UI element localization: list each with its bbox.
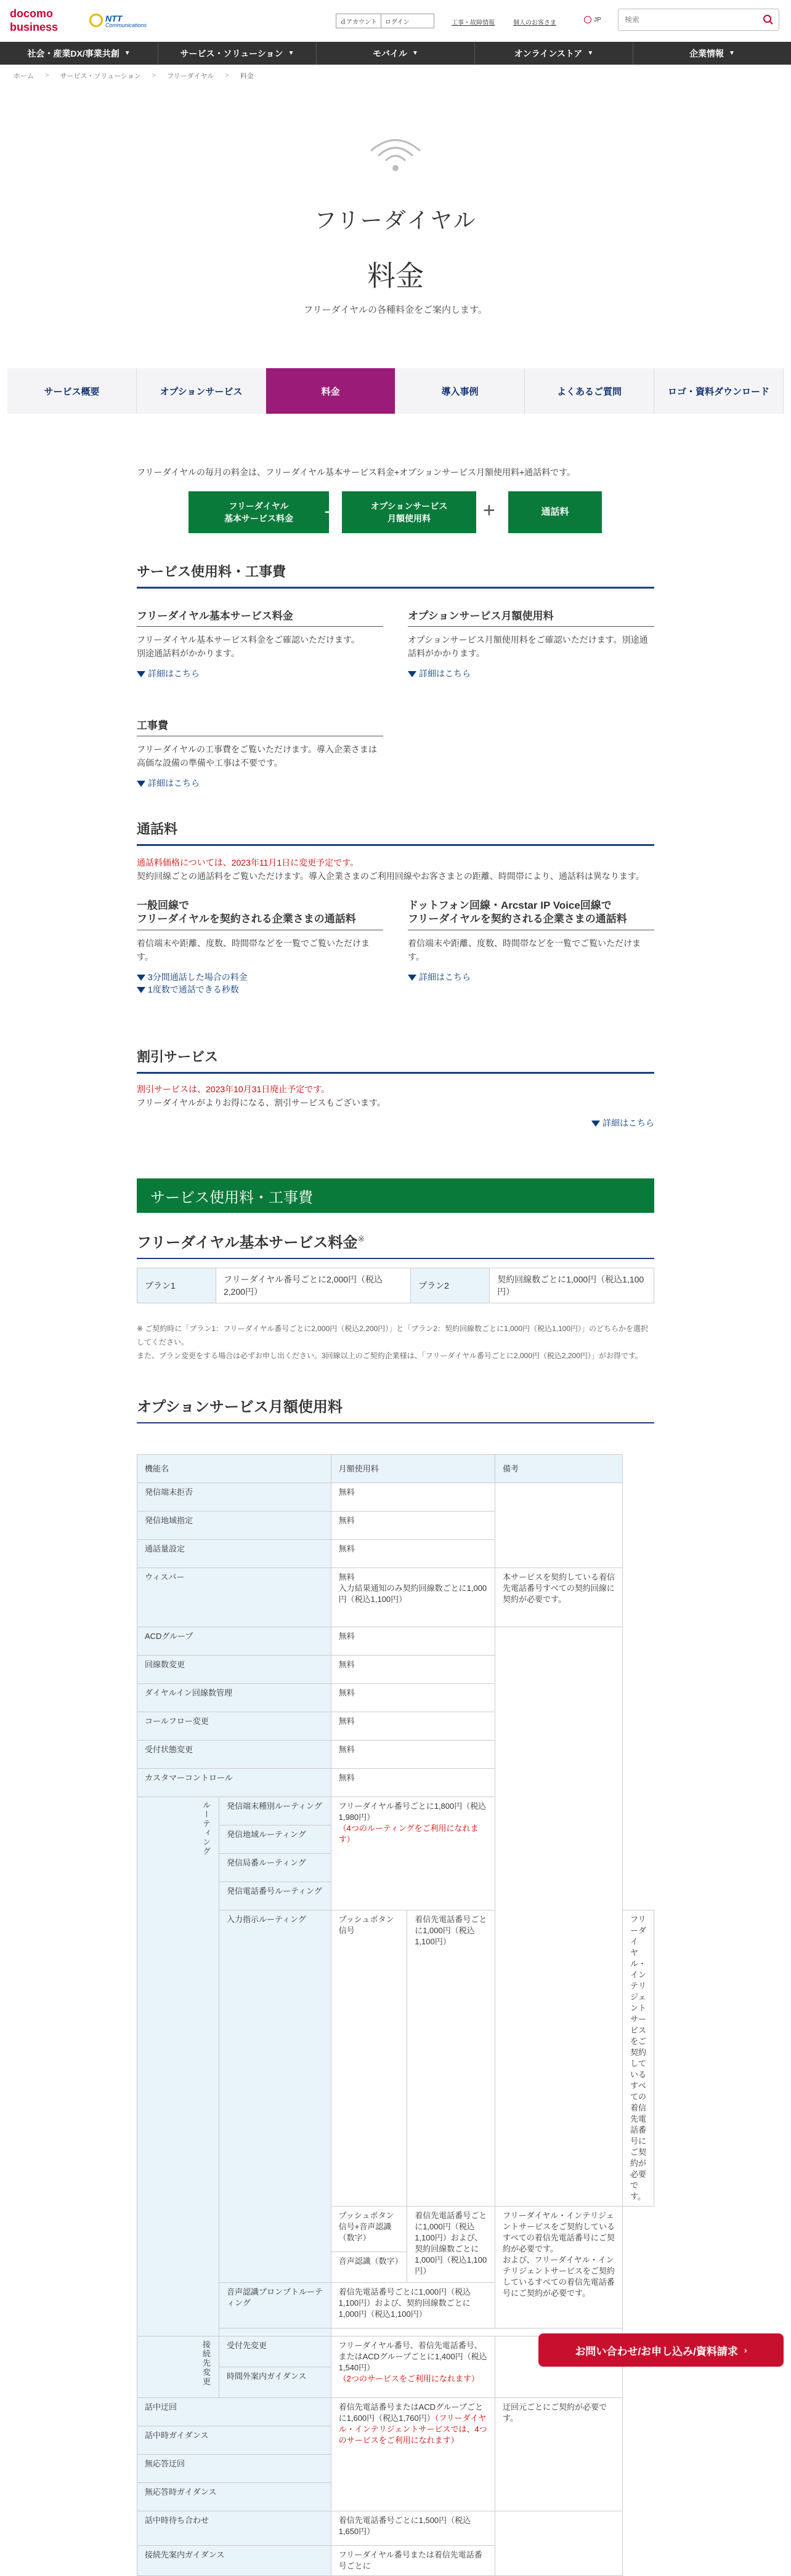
discount-notice: 割引サービスは、2023年10月31日廃止予定です。 bbox=[137, 1084, 330, 1094]
col-header-fee: 月額使用料 bbox=[331, 1455, 495, 1483]
feature-name: ウィスパー bbox=[137, 1568, 331, 1627]
note-value: フリーダイヤル・インテリジェントサービスをご契約しているすべての着信先電話番号にご契約が必要です。 および、フリーダイヤル・インテリジェントサービスをご契約しているすべての着信先電話番号にご契約が必要です。 bbox=[495, 2207, 623, 2328]
connect-group-label: 接続先変更 bbox=[137, 2337, 219, 2398]
triangle-down-icon bbox=[137, 671, 145, 677]
construction-info-link[interactable]: 工事・故障情報 bbox=[452, 20, 495, 26]
input-type: プッシュボタン信号 bbox=[331, 1910, 407, 2207]
link-label: 詳細はこちら bbox=[148, 778, 200, 788]
gnav-label: モバイル bbox=[373, 48, 408, 58]
feature-name: 無応答迂回 bbox=[137, 2455, 331, 2483]
note-value: フリーダイヤル・インテリジェントサービスをご契約しているすべての着信先電話番号にご契約が必要です。 bbox=[623, 1910, 654, 2207]
connect-fee: フリーダイヤル番号、着信先電話番号、またはACDグループごとに1,400円（税込1,540円） bbox=[338, 2341, 487, 2372]
globe-icon bbox=[584, 16, 591, 23]
search-input[interactable] bbox=[619, 9, 748, 30]
fee-value: 無料 bbox=[331, 1656, 495, 1684]
col-header-note: 備考 bbox=[495, 1455, 623, 1483]
contact-cta-button[interactable] bbox=[538, 2333, 784, 2367]
breadcrumb-freedial[interactable]: フリーダイヤル bbox=[167, 73, 214, 80]
table-row bbox=[137, 1568, 654, 1627]
ntt-logo-sub: Communications bbox=[105, 22, 147, 28]
feature-name: 発信地域ルーティング bbox=[219, 1825, 331, 1854]
section-title: 通話料 bbox=[137, 819, 654, 846]
option-fee-button[interactable]: オプションサービス 月額使用料 bbox=[342, 491, 476, 533]
breadcrumb-sep: > bbox=[152, 72, 156, 79]
option-fee-text: オプションサービス月額使用料をご確認いただけます。別途通話料がかかります。 bbox=[408, 635, 648, 658]
gnav-item-dx[interactable] bbox=[0, 42, 158, 65]
feature-name: 話中迂回 bbox=[137, 2398, 331, 2426]
d-account-label: ｄアカウント bbox=[336, 14, 381, 28]
chevron-down-icon: ▼ bbox=[729, 50, 735, 57]
link-label: 詳細はこちら bbox=[602, 1118, 654, 1128]
plan2-value: 契約回線数ごとに1,000円（税込1,100円） bbox=[490, 1268, 654, 1303]
feature-name: 発信局番ルーティング bbox=[219, 1854, 331, 1882]
fee-value: 無料 bbox=[331, 1483, 495, 1511]
general-line-heading: 一般回線で フリーダイヤルを契約される企業さまの通話料 bbox=[137, 899, 383, 930]
fee-value: 無料 bbox=[331, 1684, 495, 1712]
feature-name: 話中時待ち合わせ bbox=[137, 2511, 331, 2546]
ip-line-detail-link[interactable] bbox=[408, 971, 654, 983]
spacer bbox=[219, 2328, 331, 2337]
fee-value bbox=[331, 2337, 495, 2398]
gnav-label: 社会・産業DX/事業共創 bbox=[27, 48, 120, 58]
tab-options[interactable]: オプションサービス bbox=[137, 368, 266, 414]
fee-value: 無料 bbox=[331, 1540, 495, 1568]
option-fee-heading: オプションサービス月額使用料 bbox=[408, 607, 654, 627]
table-row bbox=[137, 1627, 654, 1656]
note-cell bbox=[495, 1483, 623, 1568]
feature-name: 無応答時ガイダンス bbox=[137, 2483, 331, 2511]
header-links bbox=[452, 17, 556, 26]
feature-name: ダイヤルイン回線数管理 bbox=[137, 1684, 331, 1712]
feature-name: 話中時ガイダンス bbox=[137, 2426, 331, 2455]
plan-note2: また、プラン変更をする場合は必ずお申し出ください。3回線以上のご契約企業様は、「フリーダイヤル番号ごとに2,000円（税込2,200円）」がお得です。 bbox=[137, 1351, 643, 1360]
call-fee-notice: 通話料価格については、2023年11月1日に変更予定です。 bbox=[137, 858, 359, 867]
link-label: 詳細はこちら bbox=[148, 669, 200, 678]
feature-name: 時間外案内ガイダンス bbox=[219, 2367, 331, 2398]
brand-line2: business bbox=[10, 21, 59, 33]
basic-fee-detail-link[interactable] bbox=[137, 667, 383, 680]
tab-pricing[interactable]: 料金 bbox=[266, 368, 396, 414]
plan-note1: ※ ご契約時に「プラン1：フリーダイヤル番号ごとに2,000円（税込2,200円）」と「プラン2：契約回線数ごとに1,000円（税込1,100円）」のどちらかを選択してください。 bbox=[137, 1324, 649, 1346]
plan1-value: フリーダイヤル番号ごとに2,000円（税込2,200円） bbox=[216, 1268, 411, 1303]
note-cell bbox=[495, 2511, 623, 2576]
tab-download[interactable]: ロゴ・資料ダウンロード bbox=[654, 368, 784, 414]
link-label: 詳細はこちら bbox=[419, 669, 471, 678]
feature-name: 発信端末拒否 bbox=[137, 1483, 331, 1511]
plan1-label: プラン1 bbox=[137, 1268, 216, 1303]
fee-value: 着信先電話番号ごとに1,000円（税込1,100円）および、契約回線数ごとに1,000円（税込1,100円） bbox=[331, 2283, 495, 2328]
input-type: 音声認識（数字） bbox=[331, 2252, 407, 2283]
option-fee-detail-link[interactable] bbox=[408, 667, 654, 680]
plan-table bbox=[137, 1268, 654, 1303]
option-fee-title: オプションサービス月額使用料 bbox=[137, 1395, 654, 1423]
feature-name: カスタマーコントロール bbox=[137, 1769, 331, 1797]
docomo-business-logo[interactable] bbox=[7, 6, 81, 34]
fee-value: フリーダイヤル番号または着信先電話番号ごとに bbox=[331, 2546, 495, 2576]
fee-value: 無料 bbox=[331, 1627, 495, 1656]
site-header bbox=[0, 0, 791, 42]
call-fee-text: 契約回線ごとの通話料をご覧いただけます。導入企業さまのご利用回線やお客さまとの距離、時間帯により、通話料は異なります。 bbox=[137, 871, 644, 881]
link-label: 詳細はこちら bbox=[419, 972, 471, 982]
fee-value bbox=[331, 1797, 495, 1910]
section-title: サービス使用料・工事費 bbox=[137, 561, 654, 589]
language-switch[interactable] bbox=[584, 16, 601, 23]
ip-line-text: 着信端末や距離、度数、時間帯などを一覧でご覧いただけます。 bbox=[408, 938, 641, 962]
feature-name: 音声認識プロンプトルーティング bbox=[219, 2283, 331, 2328]
table-row bbox=[137, 2511, 654, 2546]
link-label: 3分間通話した場合の料金 bbox=[148, 972, 248, 982]
triangle-down-icon bbox=[137, 987, 145, 993]
fee-value bbox=[331, 2398, 495, 2511]
breadcrumb-sep: > bbox=[45, 72, 49, 79]
section-title: 割引サービス bbox=[137, 1047, 654, 1074]
title-text: フリーダイヤル基本サービス料金 bbox=[137, 1234, 358, 1251]
feature-name: 受付先変更 bbox=[219, 2337, 331, 2367]
gnav-item-store[interactable] bbox=[475, 42, 633, 65]
gnav-item-mobile[interactable] bbox=[317, 42, 475, 65]
routing-fee: フリーダイヤル番号ごとに1,800円（税込1,980円） bbox=[338, 1801, 487, 1822]
triangle-down-icon bbox=[137, 975, 145, 981]
option-fee-table bbox=[137, 1454, 654, 2576]
table-header-row bbox=[137, 1455, 654, 1483]
plus-sign: + bbox=[483, 499, 495, 522]
page-title: フリーダイヤル bbox=[314, 207, 477, 233]
fee-value: 無料 bbox=[331, 1511, 495, 1540]
gnav-item-service[interactable] bbox=[158, 42, 317, 65]
note-value: 迂回元ごとにご契約が必要です。 bbox=[495, 2398, 623, 2511]
col-header-feature: 機能名 bbox=[137, 1455, 331, 1483]
breadcrumb-current: 料金 bbox=[240, 73, 254, 80]
section-discount bbox=[137, 1047, 654, 1129]
basic-fee-text: フリーダイヤル基本サービス料金をご確認いただけます。 別途通話料がかかります。 bbox=[137, 635, 360, 658]
breadcrumb-sep: > bbox=[225, 72, 229, 79]
feature-name: 入力指示ルーティング bbox=[219, 1910, 331, 2283]
lang-label: JP bbox=[594, 16, 601, 23]
feature-name: 発信地域指定 bbox=[137, 1511, 331, 1540]
search-icon[interactable] bbox=[763, 14, 774, 25]
table-row bbox=[137, 1268, 654, 1303]
tab-cases[interactable]: 導入事例 bbox=[396, 368, 525, 414]
breadcrumb bbox=[0, 65, 791, 87]
fee-value: 無料 bbox=[331, 1741, 495, 1769]
ntt-swirl-icon bbox=[89, 14, 103, 27]
intro-text: フリーダイヤルの毎月の料金は、フリーダイヤル基本サービス料金+オプションサービス月額使用料+通話料です。 bbox=[137, 467, 576, 477]
ntt-logo-text: NTT bbox=[105, 14, 123, 23]
routing-fee-note: （4つのルーティングをご利用になれます） bbox=[338, 1824, 479, 1844]
connect-fee-note: （2つのサービスをご利用になれます） bbox=[338, 2374, 479, 2383]
table-row bbox=[137, 1483, 654, 1511]
cta-label: お問い合わせ/お申し込み/資料請求 bbox=[575, 2345, 738, 2357]
tab-overview[interactable]: サービス概要 bbox=[7, 368, 137, 414]
basic-fee-title bbox=[137, 1230, 654, 1259]
page-tabs bbox=[7, 368, 784, 414]
section-usage-fee bbox=[137, 561, 654, 810]
d-account-login[interactable] bbox=[336, 14, 434, 28]
chevron-down-icon: ▼ bbox=[587, 50, 594, 57]
feature-name: 通話量設定 bbox=[137, 1540, 331, 1568]
feature-name: コールフロー変更 bbox=[137, 1712, 331, 1741]
global-nav bbox=[0, 42, 791, 65]
link-label: 1度数で通話できる秒数 bbox=[148, 984, 239, 994]
call-fee-button[interactable]: 通話料 bbox=[508, 491, 602, 533]
chevron-down-icon: ▼ bbox=[288, 50, 294, 57]
page-subtitle: 料金 bbox=[367, 260, 424, 292]
feature-name: 発信電話番号ルーティング bbox=[219, 1882, 331, 1910]
freedial-icon bbox=[365, 132, 426, 177]
plan2-label: プラン2 bbox=[411, 1268, 490, 1303]
option-table-wrap bbox=[137, 1454, 654, 2576]
note-mark: ※ bbox=[357, 1234, 365, 1244]
discount-text: フリーダイヤルがよりお得になる、割引サービスもございます。 bbox=[137, 1098, 386, 1108]
section-fee-detail bbox=[137, 1178, 654, 1423]
feature-name: 発信端末種別ルーティング bbox=[219, 1797, 331, 1825]
breadcrumb-service[interactable]: サービス・ソリューション bbox=[60, 73, 141, 80]
breadcrumb-home[interactable]: ホーム bbox=[14, 73, 34, 80]
login-button[interactable]: ログイン bbox=[384, 18, 410, 26]
construction-detail-link[interactable] bbox=[137, 777, 383, 789]
page-description: フリーダイヤルの各種料金をご案内します。 bbox=[304, 305, 487, 315]
fee-value: 着信先電話番号ごとに1,000円（税込1,100円） bbox=[407, 1910, 495, 2207]
fee-value: 無料 bbox=[331, 1769, 495, 1797]
feature-name: 回線数変更 bbox=[137, 1656, 331, 1684]
triangle-down-icon bbox=[591, 1121, 600, 1127]
gnav-label: オンラインストア bbox=[514, 48, 583, 58]
search-box bbox=[618, 9, 779, 31]
feature-name: ACDグループ bbox=[137, 1627, 331, 1656]
feature-name: 受付状態変更 bbox=[137, 1741, 331, 1769]
gnav-label: 企業情報 bbox=[689, 48, 724, 58]
routing-group-label: ルーティング bbox=[137, 1797, 219, 2337]
input-type: プッシュボタン信号+音声認識（数字） bbox=[331, 2207, 407, 2252]
plus-sign: + bbox=[324, 501, 336, 524]
fee-detail-bar: サービス使用料・工事費 bbox=[137, 1178, 654, 1213]
triangle-down-icon bbox=[408, 975, 416, 981]
chevron-right-icon: › bbox=[744, 2345, 747, 2355]
chevron-down-icon: ▼ bbox=[124, 50, 131, 57]
per-unit-seconds-link[interactable] bbox=[137, 983, 383, 996]
gnav-item-company[interactable] bbox=[633, 42, 791, 65]
construction-text: フリーダイヤルの工事費をご覧いただけます。導入企業さまは高価な設備の準備や工事は不要です。 bbox=[137, 744, 377, 768]
triangle-down-icon bbox=[137, 781, 145, 787]
general-line-text: 着信端末や距離、度数、時間帯などを一覧でご覧いただけます。 bbox=[137, 938, 370, 962]
basic-fee-heading: フリーダイヤル基本サービス料金 bbox=[137, 607, 383, 627]
note-value: 本サービスを契約している着信先電話番号すべての契約回線に契約が必要です。 bbox=[495, 1568, 623, 1627]
3min-fee-link[interactable] bbox=[137, 971, 383, 983]
tab-faq[interactable]: よくあるご質問 bbox=[525, 368, 654, 414]
construction-heading: 工事費 bbox=[137, 717, 383, 736]
table-row bbox=[137, 2398, 654, 2426]
fee-value: 無料 入力結果通知のみ契約回線数ごとに1,000円（税込1,100円） bbox=[331, 1568, 495, 1627]
brand-line1: docomo bbox=[10, 7, 53, 20]
ntt-communications-logo[interactable] bbox=[89, 12, 176, 28]
gnav-label: サービス・ソリューション bbox=[180, 48, 283, 58]
note-cell bbox=[495, 1627, 623, 2207]
ip-line-heading: ドットフォン回線・Arcstar IP Voice回線で フリーダイヤルを契約される企業さまの通話料 bbox=[408, 899, 654, 930]
triangle-down-icon bbox=[408, 671, 416, 677]
chevron-down-icon: ▼ bbox=[412, 50, 418, 57]
section-call-fee bbox=[137, 819, 654, 1016]
fee-value: 着信先電話番号ごとに1,000円（税込1,100円）および、契約回線数ごとに1,000円（税込1,100円） bbox=[407, 2207, 495, 2283]
discount-detail-link[interactable] bbox=[137, 1117, 654, 1129]
feature-name: 接続先案内ガイダンス bbox=[137, 2546, 331, 2576]
fee-value: 無料 bbox=[331, 1712, 495, 1741]
guidance-fee-note: （フリーダイヤル・インテリジェントサービスでは、4つのサービスをご利用になれます） bbox=[338, 2413, 487, 2445]
guidance-fee: 着信先電話番号またはACDグループごとに1,600円（税込1,760円） bbox=[338, 2402, 484, 2423]
basic-fee-button[interactable]: フリーダイヤル 基本サービス料金 bbox=[189, 491, 329, 533]
personal-link[interactable]: 個人のお客さま bbox=[513, 20, 556, 26]
fee-value: 着信先電話番号ごとに1,500円（税込1,650円） bbox=[331, 2511, 495, 2546]
